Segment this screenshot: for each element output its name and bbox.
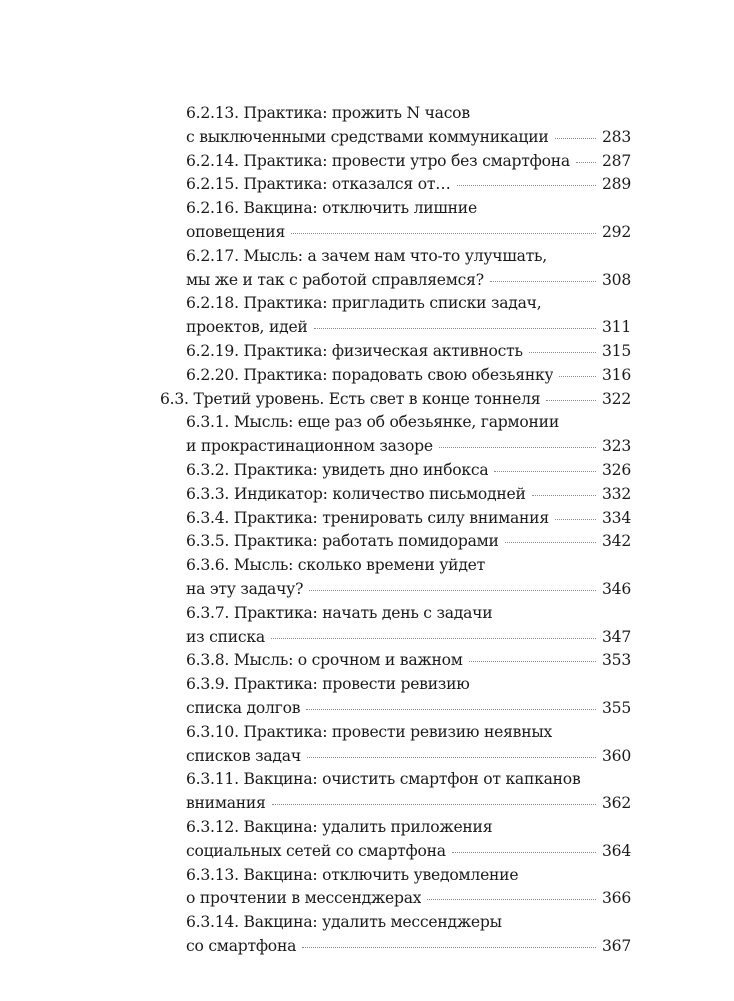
toc-entry-title: с выключенными средствами коммуникации [186,127,549,146]
toc-page-number: 292 [601,222,631,241]
toc-entry-line [186,578,631,602]
toc-entry-line [186,316,631,340]
toc-entry-line [186,435,631,459]
toc-entry-title: списка долгов [186,698,301,717]
dot-leader [272,803,596,805]
toc-entry [186,864,631,912]
toc-page-number: 283 [601,127,631,146]
toc-entry-line [186,197,631,221]
toc-entry-line [186,816,631,840]
dot-leader [559,375,596,377]
toc-entry-title: списков задач [186,746,301,765]
dot-leader [532,494,596,496]
toc-entry [186,911,631,959]
toc-page-number: 311 [601,318,631,337]
toc-page-number: 347 [601,627,631,646]
toc-entry-title: 6.2.16. Вакцина: отключить лишние [186,199,477,218]
toc-entry-title: 6.3.10. Практика: провести ревизию неявных [186,722,553,741]
toc-entry-line [186,173,631,197]
toc-entry-title: 6.3.5. Практика: работать помидорами [186,532,499,551]
toc-entry-line [186,935,631,959]
toc-page-number: 367 [601,936,631,955]
toc-entry-title: мы же и так с работой справляемся? [186,270,484,289]
toc-entry-title: на эту задачу? [186,579,304,598]
toc-entry-title: оповещения [186,222,286,241]
dot-leader [494,470,596,472]
toc-entry-title: 6.3.14. Вакцина: удалить мессенджеры [186,913,502,932]
toc-entry-title: 6.2.13. Практика: прожить N часов [186,104,470,122]
toc-entry-title: 6.3.1. Мысль: еще раз об обезьянке, гармонии [186,413,559,432]
toc-page-number: 316 [601,365,631,384]
toc-entry-line [186,721,631,745]
toc-entry-line [186,697,631,721]
toc-page-number: 366 [601,889,631,908]
toc-entry-line [186,292,631,316]
toc-entry-line [186,245,631,269]
dot-leader [505,541,596,543]
dot-leader [469,660,596,662]
toc-entry [186,411,631,459]
toc-entry-line [186,626,631,650]
toc-entry-line [186,673,631,697]
dot-leader [529,351,596,353]
toc-entry [186,768,631,816]
dot-leader [309,589,596,591]
dot-leader [307,756,596,758]
toc-entry-title: 6.2.17. Мысль: а зачем нам что-то улучшать, [186,246,547,265]
toc-entry [186,364,631,388]
dot-leader [555,518,596,520]
toc-page-number: 346 [601,579,631,598]
toc-entry [186,649,631,673]
toc-entry [186,340,631,364]
toc-entry-line [186,864,631,888]
dot-leader [457,184,596,186]
toc-entry [186,554,631,602]
toc-entry-line [186,150,631,174]
toc-entry-line [186,411,631,435]
toc-entry [160,388,631,412]
toc-entry-line [186,840,631,864]
toc-entry-title: 6.3.9. Практика: провести ревизию [186,675,470,694]
toc-page-number: 332 [601,484,631,503]
toc-entry-line [186,221,631,245]
toc-entry-title: о прочтении в мессенджерах [186,889,422,908]
toc-entry-line [186,340,631,364]
dot-leader [291,232,596,234]
toc-page-number: 364 [601,841,631,860]
toc-entry-title: 6.3.4. Практика: тренировать силу внимания [186,508,549,527]
toc-page-number: 353 [601,651,631,670]
toc-entry-title: 6.3.12. Вакцина: удалить приложения [186,817,493,836]
toc-page-number: 287 [601,151,631,170]
toc-entry-line [186,269,631,293]
toc-entry [186,721,631,769]
toc-entry-line [186,459,631,483]
toc-entry [186,507,631,531]
toc-entry [186,245,631,293]
toc-entry-title: социальных сетей со смартфона [186,841,446,860]
toc-entry-line [186,911,631,935]
toc-page-number: 326 [601,460,631,479]
toc-entry-line [186,554,631,578]
toc-entry-title: 6.2.14. Практика: провести утро без смартфона [186,151,570,170]
toc-entry-line [186,887,631,911]
toc-entry-title: 6.3.7. Практика: начать день с задачи [186,603,493,622]
toc-page-number: 289 [601,175,631,194]
toc-entry-title: проектов, идей [186,318,308,337]
toc-entry [186,173,631,197]
toc-entry-title: 6.3.3. Индикатор: количество письмодней [186,484,526,503]
toc-entry-title: 6.3.2. Практика: увидеть дно инбокса [186,460,489,479]
toc-entry-line [186,102,631,126]
toc-entry [186,602,631,650]
toc-entry-title: 6.3.8. Мысль: о срочном и важном [186,651,463,670]
toc-page-number: 360 [601,746,631,765]
toc-entry-title: 6.2.20. Практика: порадовать свою обезьянку [186,365,554,384]
toc-page-number: 323 [601,437,631,456]
dot-leader [271,637,596,639]
toc-page-number: 334 [601,508,631,527]
toc-entry-title: 6.3.11. Вакцина: очистить смартфон от капканов [186,770,581,789]
toc-page-number: 322 [601,389,631,408]
dot-leader [427,898,596,900]
toc-entry-title: 6.2.18. Практика: пригладить списки задач, [186,294,542,313]
toc-entry [186,197,631,245]
toc-entry-title: со смартфона [186,936,297,955]
dot-leader [302,946,596,948]
dot-leader [490,280,596,282]
toc-entry-line [186,126,631,150]
toc-entry-line [186,792,631,816]
toc-page-number: 308 [601,270,631,289]
toc-entry [186,459,631,483]
dot-leader [314,327,596,329]
toc-entry-line [186,768,631,792]
toc-entry [186,292,631,340]
toc-entry-title: 6.2.15. Практика: отказался от… [186,175,451,194]
toc-entry-line [186,602,631,626]
toc-entry-title: 6.3. Третий уровень. Есть свет в конце тоннеля [160,389,541,408]
toc-entry-line [186,364,631,388]
toc-entry-line [186,507,631,531]
toc-entry [186,530,631,554]
dot-leader [546,399,596,401]
toc-entry [186,816,631,864]
toc-entry-line [186,745,631,769]
toc-entry-title: 6.3.13. Вакцина: отключить уведомление [186,865,519,884]
toc-entry-line [186,530,631,554]
toc-page-number: 362 [601,794,631,813]
dot-leader [439,446,596,448]
toc-entry-title: из списка [186,627,265,646]
toc-entry-line [186,649,631,673]
toc-entry [186,102,631,150]
table-of-contents [0,102,734,959]
toc-entry-line [186,483,631,507]
toc-entry [186,673,631,721]
toc-entry-title: и прокрастинационном зазоре [186,437,433,456]
toc-entry [186,150,631,174]
toc-entry-title: внимания [186,794,266,813]
dot-leader [576,161,596,163]
dot-leader [306,708,596,710]
dot-leader [555,137,596,139]
toc-page-number: 315 [601,341,631,360]
toc-entry-line [160,388,631,412]
toc-page-number: 342 [601,532,631,551]
toc-entry-title: 6.3.6. Мысль: сколько времени уйдет [186,556,486,575]
toc-entry [186,483,631,507]
dot-leader [452,851,596,853]
toc-entry-title: 6.2.19. Практика: физическая активность [186,341,523,360]
toc-page-number: 355 [601,698,631,717]
